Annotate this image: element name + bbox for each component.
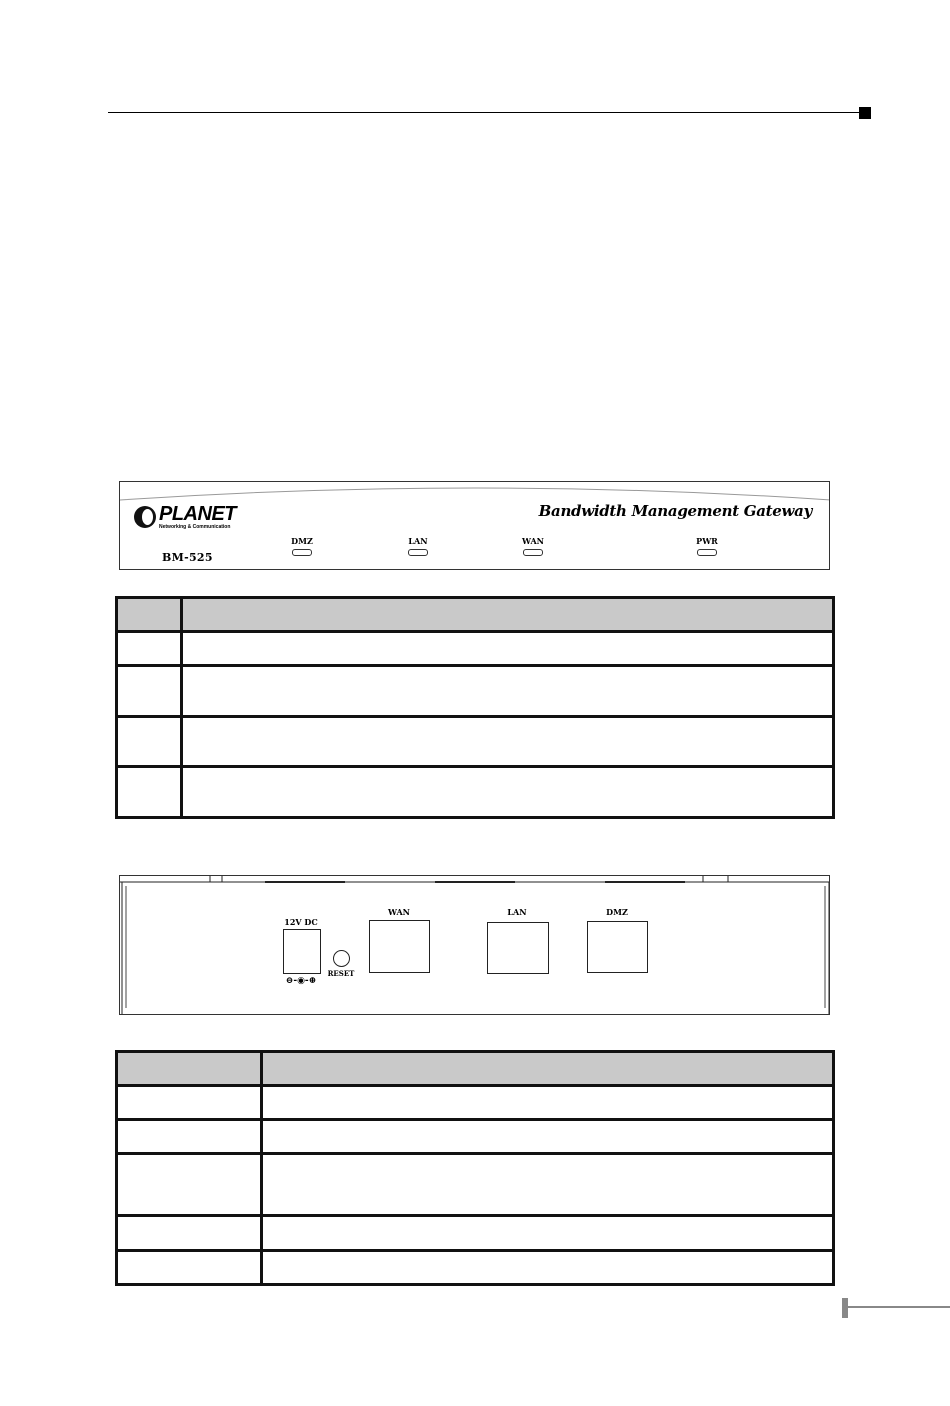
table-header-cell — [117, 1052, 262, 1086]
rear-panel-illustration — [119, 875, 830, 1015]
planet-logo-icon — [134, 506, 156, 528]
led-label: PWR — [696, 536, 718, 546]
table-cell — [117, 666, 182, 717]
table-cell — [117, 1120, 262, 1154]
table-row — [117, 1216, 834, 1251]
led-pwr — [687, 537, 727, 556]
reset-button — [333, 950, 350, 967]
dmz-port — [587, 921, 648, 973]
table-cell — [117, 1086, 262, 1120]
table-cell — [182, 717, 834, 767]
table-row — [117, 717, 834, 767]
table-cell — [117, 1154, 262, 1216]
lan-port — [487, 922, 549, 974]
table-cell — [117, 717, 182, 767]
table-header-cell — [262, 1052, 834, 1086]
reset-label: RESET — [327, 969, 355, 978]
led-indicator-icon — [523, 549, 543, 556]
rear-panel-frame — [120, 876, 830, 1015]
table-row — [117, 666, 834, 717]
led-indicator-icon — [697, 549, 717, 556]
header-square-marker — [859, 107, 871, 119]
table-cell — [182, 767, 834, 818]
power-jack — [283, 929, 321, 974]
led-label: LAN — [408, 536, 428, 546]
led-label: DMZ — [291, 536, 313, 546]
table-cell — [117, 1251, 262, 1285]
table-row — [117, 1154, 834, 1216]
table-cell — [262, 1216, 834, 1251]
port-label: WAN — [388, 907, 410, 917]
planet-logo — [134, 503, 236, 531]
table-cell — [262, 1251, 834, 1285]
header-rule — [108, 112, 860, 113]
power-jack-label: 12V DC — [284, 917, 318, 927]
wan-port — [369, 920, 430, 973]
table-cell — [182, 666, 834, 717]
port-label: DMZ — [606, 907, 628, 917]
led-lan — [398, 537, 438, 556]
port-label: LAN — [507, 907, 527, 917]
led-indicator-icon — [292, 549, 312, 556]
table-cell — [117, 1216, 262, 1251]
port-description-table — [115, 1050, 835, 1286]
table-row — [117, 1086, 834, 1120]
table-header-cell — [117, 598, 182, 632]
table-row — [117, 767, 834, 818]
table-row — [117, 1120, 834, 1154]
footer-rule — [848, 1306, 950, 1308]
brand-name: PLANET — [159, 503, 236, 525]
table-cell — [117, 632, 182, 666]
table-cell — [182, 632, 834, 666]
model-number: BM-525 — [162, 551, 213, 564]
led-description-table — [115, 596, 835, 819]
front-panel-illustration — [119, 481, 830, 570]
brand-tagline: Networking & Communication — [159, 524, 231, 530]
product-title: Bandwidth Management Gateway — [538, 502, 812, 520]
table-cell — [262, 1086, 834, 1120]
table-header-cell — [182, 598, 834, 632]
power-polarity-icon: ⊖-◉-⊕ — [285, 976, 317, 986]
led-indicator-icon — [408, 549, 428, 556]
front-panel-top-curve — [120, 482, 830, 502]
footer-bar-marker — [842, 1298, 848, 1318]
table-row — [117, 632, 834, 666]
table-row — [117, 1251, 834, 1285]
table-cell — [262, 1154, 834, 1216]
led-label: WAN — [522, 536, 544, 546]
led-dmz — [282, 537, 322, 556]
led-wan — [513, 537, 553, 556]
table-cell — [117, 767, 182, 818]
table-cell — [262, 1120, 834, 1154]
